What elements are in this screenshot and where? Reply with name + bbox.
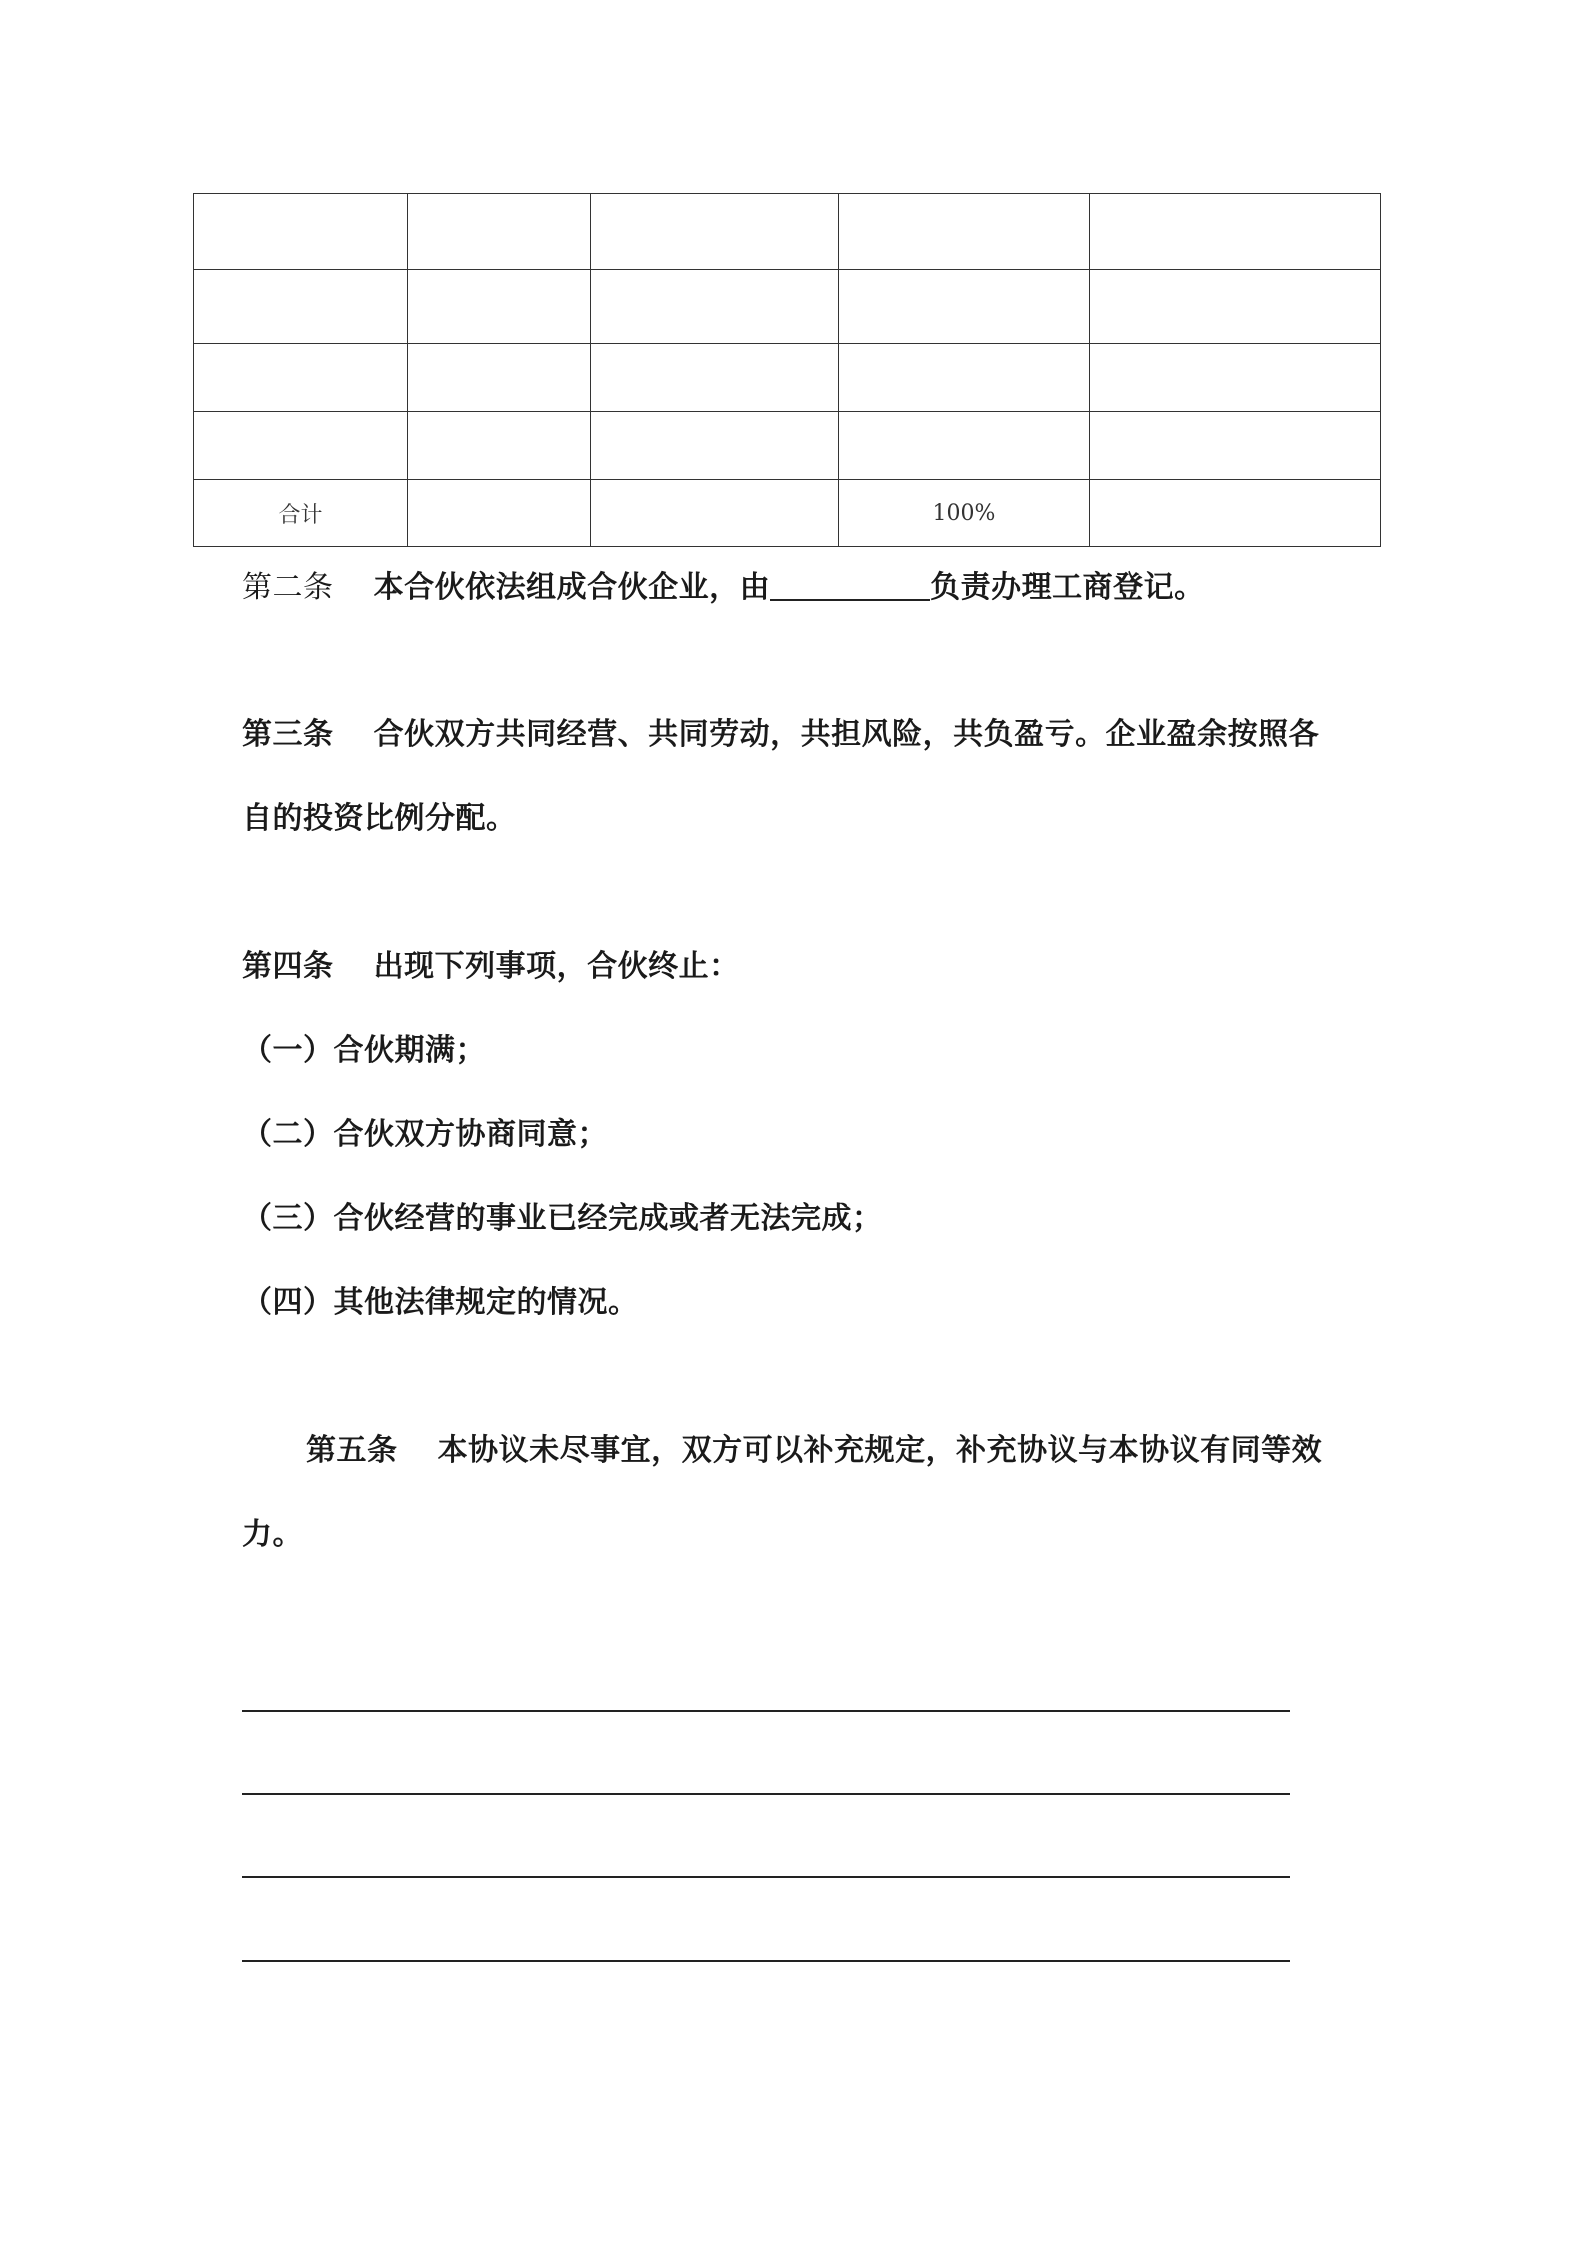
- list-item-text: （三）合伙经营的事业已经完成或者无法完成；: [242, 1201, 883, 1236]
- fill-in-blank: [770, 567, 930, 601]
- table-cell: [1090, 412, 1381, 480]
- total-ratio-cell: 100%: [839, 480, 1090, 547]
- table-cell: [591, 480, 839, 547]
- table-row: [194, 194, 1381, 270]
- total-label-cell: 合计: [194, 480, 408, 547]
- table-cell: [591, 344, 839, 412]
- table-cell: [1090, 194, 1381, 270]
- article-5: [306, 1431, 1322, 1471]
- article-text: 负责办理工商登记。: [930, 570, 1205, 605]
- list-item-text: （四）其他法律规定的情况。: [242, 1285, 639, 1320]
- list-item-text: （一）合伙期满；: [242, 1033, 486, 1068]
- article-text: 本协议未尽事宜，双方可以补充规定，补充协议与本协议有同等效: [437, 1433, 1323, 1468]
- list-item: [242, 1199, 883, 1239]
- article-text: 自的投资比例分配。: [242, 801, 517, 836]
- list-item: [242, 1031, 486, 1071]
- table-cell: [839, 194, 1090, 270]
- table-cell: [194, 194, 408, 270]
- list-item: [242, 1283, 639, 1323]
- article-3: [242, 715, 1319, 755]
- article-text: 力。: [242, 1517, 303, 1552]
- table-cell: [591, 194, 839, 270]
- table-cell: [408, 412, 591, 480]
- article-text: 出现下列事项，合伙终止：: [373, 949, 740, 984]
- article-text: 本合伙依法组成合伙企业，由: [373, 570, 771, 605]
- table-cell: [408, 480, 591, 547]
- table-cell: [194, 270, 408, 344]
- table-cell: [408, 194, 591, 270]
- signature-line: [242, 1960, 1290, 1962]
- table-cell: [194, 412, 408, 480]
- table-cell: [1090, 480, 1381, 547]
- table-cell: [194, 344, 408, 412]
- table-cell: [839, 344, 1090, 412]
- table-row: [194, 270, 1381, 344]
- table-cell: [1090, 344, 1381, 412]
- table-cell: [1090, 270, 1381, 344]
- article-5-continued: [242, 1515, 303, 1555]
- article-number: 第四条: [242, 949, 334, 984]
- article-text: 合伙双方共同经营、共同劳动，共担风险，共负盈亏。企业盈余按照各: [373, 717, 1320, 752]
- table-row: [194, 344, 1381, 412]
- table-cell: [408, 344, 591, 412]
- article-4: [242, 947, 740, 987]
- article-2: [242, 567, 1205, 608]
- article-number: 第五条: [306, 1433, 398, 1468]
- article-number: 第三条: [242, 717, 334, 752]
- signature-line: [242, 1710, 1290, 1712]
- table-cell: [839, 270, 1090, 344]
- table-cell: [591, 412, 839, 480]
- investment-table: [193, 193, 1381, 547]
- table-cell: [839, 412, 1090, 480]
- article-number: 第二条: [242, 570, 334, 605]
- table-total-row: [194, 480, 1381, 547]
- article-3-continued: [242, 799, 517, 839]
- table-row: [194, 412, 1381, 480]
- signature-line: [242, 1793, 1290, 1795]
- signature-line: [242, 1876, 1290, 1878]
- list-item-text: （二）合伙双方协商同意；: [242, 1117, 608, 1152]
- list-item: [242, 1115, 608, 1155]
- table-cell: [591, 270, 839, 344]
- table-cell: [408, 270, 591, 344]
